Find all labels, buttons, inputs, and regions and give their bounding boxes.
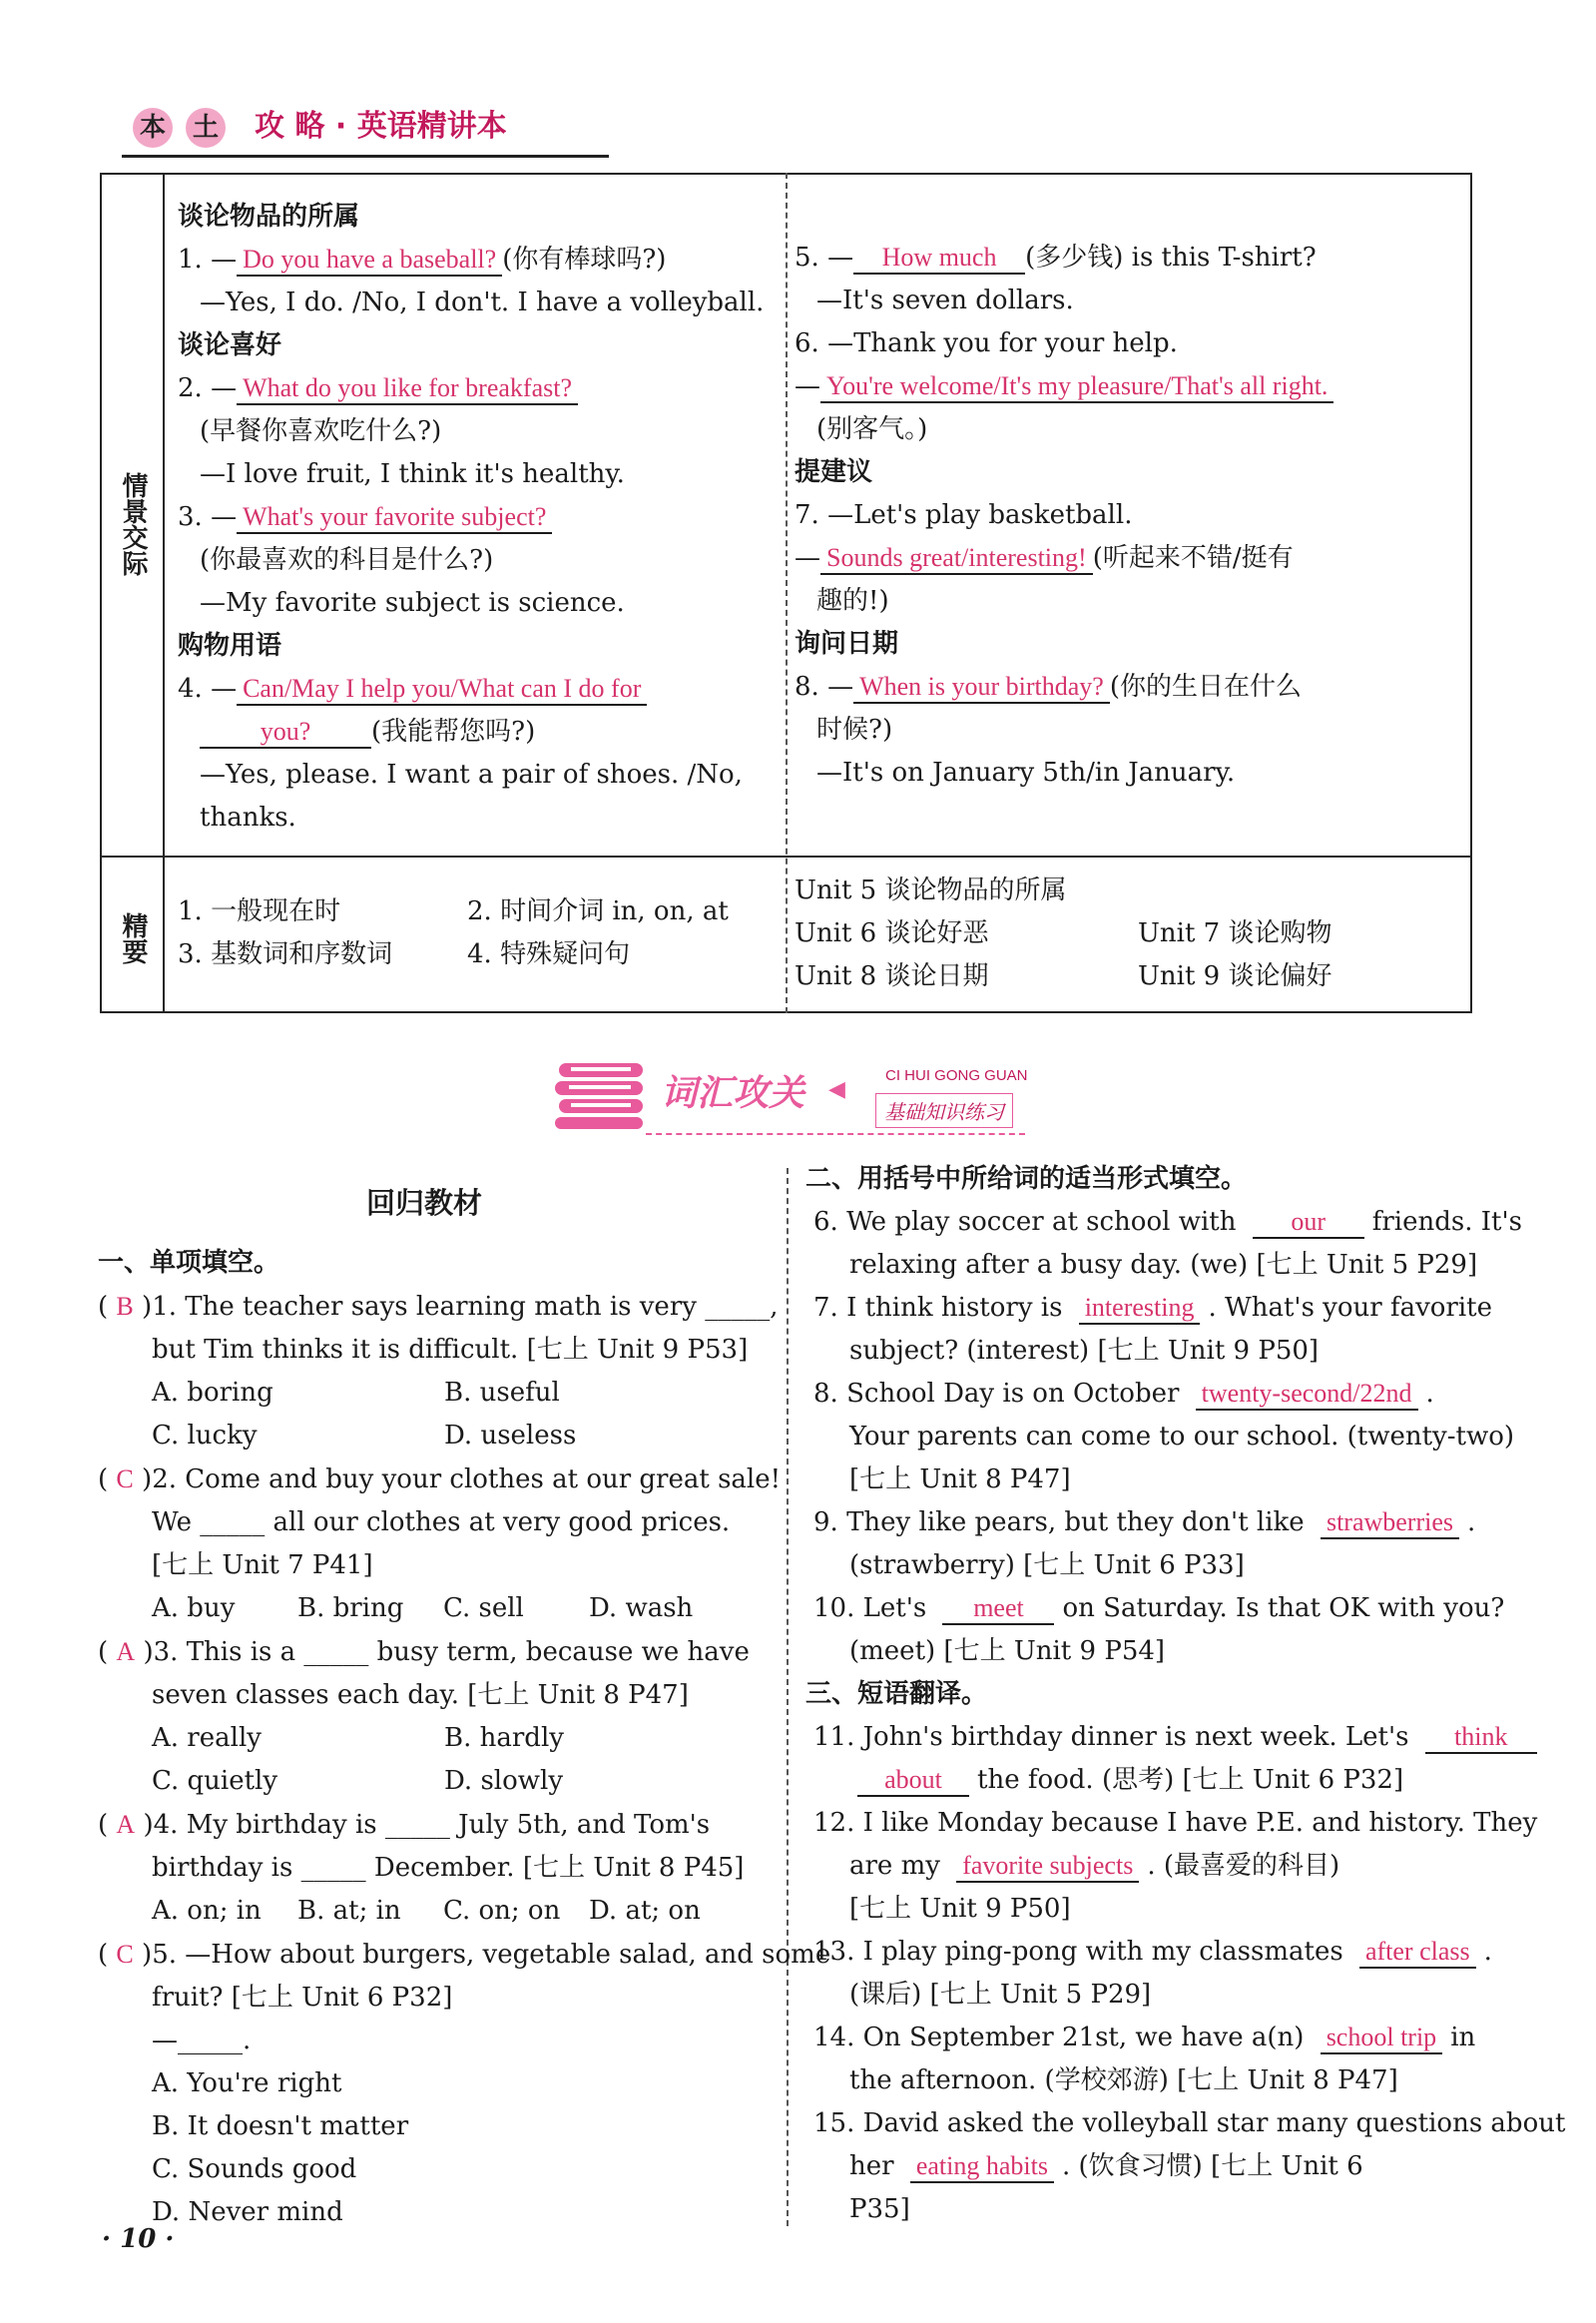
fill-prefix: her — [849, 2151, 902, 2181]
answer-choice: A — [116, 1810, 136, 1839]
fill-suffix: . (饮食习惯) [七上 Unit 6 — [1061, 2151, 1363, 2181]
fill-suffix: . — [1467, 1507, 1476, 1537]
banner-title: 词汇攻关 — [661, 1073, 805, 1114]
fill-prefix: 6. We play soccer at school with — [813, 1207, 1245, 1237]
question-number: 3. — [153, 1637, 187, 1667]
fill-line — [813, 1201, 1522, 1244]
option: C. on; on — [443, 1896, 561, 1926]
question-line: birthday is _____ December. [七上 Unit 8 P45] — [152, 1853, 745, 1883]
fill-line: (strawberry) [七上 Unit 6 P33] — [849, 1550, 1245, 1580]
option: B. useful — [444, 1378, 560, 1408]
key-point: 1. 一般现在时 — [178, 896, 341, 926]
arrow-icon: ◀ — [828, 1077, 845, 1102]
question-line — [98, 1933, 831, 1977]
dialog-line — [178, 668, 777, 711]
question-line — [98, 1630, 767, 1674]
question-text: Come and buy your clothes at our great sale! — [185, 1464, 782, 1494]
answer-blank: Can/May I help you/What can I do for — [237, 675, 647, 706]
question-text: —How about burgers, vegetable salad, and some — [185, 1940, 831, 1970]
key-point: Unit 8 谈论日期 — [795, 961, 989, 991]
banner-underline — [646, 1133, 1025, 1135]
key-point: Unit 9 谈论偏好 — [1138, 961, 1332, 991]
option: C. lucky — [152, 1421, 258, 1451]
banner-subtitle: 基础知识练习 — [875, 1093, 1013, 1128]
key-point: 3. 基数词和序数词 — [178, 939, 393, 969]
section-heading: 询问日期 — [795, 629, 899, 659]
option: B. bring — [297, 1593, 404, 1623]
fill-line — [813, 1716, 1508, 1759]
dialog-line: —My favorite subject is science. — [200, 588, 625, 618]
fill-line — [813, 1802, 1538, 1845]
answer-choice: C — [116, 1464, 134, 1493]
dialog-prefix: 5. — — [795, 243, 854, 273]
right-question-list — [805, 1158, 1566, 2231]
dialog-line: —Yes, I do. /No, I don't. I have a volleyball. — [200, 288, 765, 317]
dialog-line: 趣的!) — [816, 586, 889, 616]
question-number: 2. — [152, 1464, 186, 1494]
fill-line — [813, 1287, 1492, 1330]
question-line — [98, 1587, 767, 1630]
books-icon — [551, 1053, 651, 1133]
dialog-suffix: (你的生日在什么 — [1109, 672, 1302, 702]
fill-prefix: 8. School Day is on October — [813, 1379, 1188, 1409]
key-point: 2. 时间介词 in, on, at — [467, 896, 729, 926]
key-point: Unit 7 谈论购物 — [1138, 918, 1332, 948]
question-line — [98, 1372, 767, 1415]
question-line: seven classes each day. [七上 Unit 8 P47] — [152, 1680, 689, 1710]
question-line — [98, 1285, 779, 1329]
answer-blank: our — [1253, 1208, 1364, 1239]
key-point-row — [178, 933, 777, 976]
dialog-line — [178, 367, 777, 410]
fill-suffix: . — [1483, 1937, 1492, 1967]
fill-line — [813, 1373, 1472, 1416]
dialog-prefix: 1. — — [178, 245, 238, 275]
dialog-line — [795, 237, 1465, 280]
answer-choice: A — [116, 1637, 136, 1666]
answer-blank: you? — [200, 718, 371, 749]
bracket: ) — [133, 1940, 153, 1970]
answer-blank: meet — [942, 1594, 1054, 1625]
option: D. wash — [589, 1593, 694, 1623]
dialog-line — [795, 666, 1465, 709]
dialog-prefix: 3. — — [178, 502, 238, 532]
fill-prefix: 12. I like Monday because I have P.E. and history. They — [813, 1808, 1538, 1838]
fill-line: P35] — [849, 2194, 910, 2224]
bracket: ) — [133, 1292, 153, 1322]
fill-line: 三、短语翻译。 — [805, 1679, 988, 1709]
situation-left-column — [178, 196, 777, 840]
answer-blank: twenty-second/22nd — [1196, 1380, 1418, 1411]
dialog-line: 时候?) — [816, 715, 893, 745]
left-column-title: 回归教材 — [366, 1186, 483, 1220]
question-number: 4. — [153, 1810, 187, 1840]
key-point-row — [795, 955, 1465, 998]
fill-line — [813, 2145, 1472, 2188]
fill-suffix: the food. (思考) [七上 Unit 6 P32] — [977, 1765, 1404, 1795]
header-rule — [122, 155, 609, 158]
answer-blank: think — [1425, 1723, 1537, 1754]
dialog-line: —I love fruit, I think it's healthy. — [200, 459, 625, 489]
key-points-left — [178, 890, 777, 976]
answer-blank: When is your birthday? — [853, 673, 1110, 704]
question-line — [98, 1760, 767, 1803]
question-text: The teacher says learning math is very _____, — [185, 1292, 779, 1322]
option: B. hardly — [444, 1723, 564, 1753]
answer-blank: eating habits — [910, 2152, 1054, 2183]
bracket: ) — [135, 1637, 154, 1667]
option: A. buy — [152, 1593, 236, 1623]
situation-label: 情景交际 — [118, 472, 148, 576]
answer-blank: strawberries — [1321, 1508, 1459, 1539]
bracket: ( — [98, 1940, 117, 1970]
answer-blank: Sounds great/interesting! — [820, 544, 1093, 575]
question-line — [98, 1457, 782, 1501]
bracket: ( — [98, 1810, 117, 1840]
question-line — [98, 1803, 767, 1847]
center-dashed-divider — [786, 173, 788, 1013]
page-number: · 10 · — [102, 2224, 175, 2254]
fill-line — [813, 1501, 1476, 1544]
question-line: fruit? [七上 Unit 6 P32] — [152, 1983, 453, 2013]
dialog-prefix: — — [795, 371, 820, 401]
section-heading: 谈论物品的所属 — [178, 202, 360, 232]
dialog-line — [178, 496, 777, 539]
bracket: ( — [98, 1637, 117, 1667]
fill-line: subject? (interest) [七上 Unit 9 P50] — [849, 1336, 1320, 1366]
fill-line: Your parents can come to our school. (twenty-two) — [849, 1422, 1515, 1452]
bracket: ) — [133, 1464, 153, 1494]
question-text: My birthday is _____ July 5th, and Tom's — [186, 1810, 711, 1840]
question-line: but Tim thinks it is difficult. [七上 Unit 9 P53] — [152, 1335, 749, 1365]
fill-prefix: 11. John's birthday dinner is next week. Let's — [813, 1722, 1417, 1752]
bracket: ( — [98, 1292, 117, 1322]
answer-blank: How much — [853, 244, 1025, 275]
lower-dashed-divider — [787, 1168, 789, 2226]
fill-suffix: friends. It's — [1371, 1207, 1522, 1237]
question-line — [98, 1415, 767, 1457]
dialog-line: 7. —Let's play basketball. — [795, 500, 1133, 530]
dialog-suffix: (听起来不错/挺有 — [1092, 543, 1294, 573]
fill-prefix: 9. They like pears, but they don't like — [813, 1507, 1313, 1537]
bracket: ) — [135, 1810, 154, 1840]
fill-prefix: 7. I think history is — [813, 1293, 1071, 1323]
key-points-right — [795, 870, 1465, 998]
fill-prefix: 15. David asked the volleyball star many questions about — [813, 2108, 1566, 2138]
question-line — [98, 1890, 767, 1933]
key-point-row — [795, 870, 1465, 912]
dialog-line: 6. —Thank you for your help. — [795, 328, 1178, 358]
option: D. at; on — [589, 1896, 701, 1926]
answer-choice: C — [116, 1940, 134, 1969]
option: D. useless — [444, 1421, 577, 1451]
fill-line — [813, 1845, 1472, 1888]
dialog-line: thanks. — [200, 803, 296, 833]
question-number: 1. — [152, 1292, 186, 1322]
section-heading: 谈论喜好 — [178, 330, 282, 360]
section-1-heading: 一、单项填空。 — [98, 1248, 280, 1278]
fill-line — [813, 2102, 1566, 2145]
answer-blank: interesting — [1079, 1294, 1201, 1325]
dialog-line: (早餐你喜欢吃什么?) — [200, 416, 442, 446]
section-heading: 提建议 — [795, 457, 873, 487]
option: C. quietly — [152, 1766, 278, 1796]
dialog-line — [795, 537, 1465, 580]
answer-blank: What's your favorite subject? — [237, 503, 552, 534]
question-line: A. You're right — [152, 2068, 342, 2098]
key-point: 4. 特殊疑问句 — [467, 939, 631, 969]
dialog-line — [178, 711, 777, 754]
question-line: B. It doesn't matter — [152, 2111, 409, 2141]
label-column-divider — [163, 173, 165, 1013]
question-number: 5. — [152, 1940, 186, 1970]
fill-line: relaxing after a busy day. (we) [七上 Unit 5 P29] — [849, 1250, 1478, 1280]
dialog-suffix: (你有棒球吗?) — [502, 245, 667, 275]
dialog-prefix: 4. — — [178, 674, 238, 704]
fill-suffix: in — [1450, 2023, 1476, 2052]
fill-prefix: are my — [849, 1851, 949, 1881]
fill-suffix: . What's your favorite — [1208, 1293, 1492, 1323]
answer-blank: school trip — [1321, 2024, 1443, 2054]
question-line: D. Never mind — [152, 2197, 343, 2227]
key-point-row — [795, 912, 1465, 955]
key-point: Unit 5 谈论物品的所属 — [795, 875, 1067, 905]
dialog-prefix: 2. — — [178, 373, 238, 403]
fill-line — [813, 1931, 1492, 1974]
option: C. sell — [443, 1593, 524, 1623]
header-title: 攻 略 · 英语精讲本 — [255, 109, 507, 144]
dialog-line: —It's on January 5th/in January. — [816, 758, 1236, 788]
answer-choice: B — [116, 1292, 134, 1321]
fill-suffix: on Saturday. Is that OK with you? — [1062, 1593, 1505, 1623]
option: A. boring — [152, 1378, 273, 1408]
question-line: C. Sounds good — [152, 2154, 357, 2184]
key-points-label: 精要 — [118, 912, 148, 964]
situation-right-column — [795, 237, 1465, 795]
question-line: [七上 Unit 7 P41] — [152, 1550, 373, 1580]
key-point-row — [178, 890, 777, 933]
fill-line — [813, 1587, 1505, 1630]
answer-blank: What do you like for breakfast? — [237, 374, 578, 405]
answer-blank: about — [857, 1766, 969, 1797]
dialog-suffix: (我能帮您吗?) — [371, 717, 536, 747]
fill-line: (meet) [七上 Unit 9 P54] — [849, 1636, 1166, 1666]
fill-line: 二、用括号中所给词的适当形式填空。 — [805, 1164, 1248, 1194]
dialog-prefix: 8. — — [795, 672, 854, 702]
banner-pinyin: CI HUI GONG GUAN — [885, 1067, 1028, 1084]
option: B. at; in — [297, 1896, 401, 1926]
fill-prefix: 13. I play ping-pong with my classmates — [813, 1937, 1351, 1967]
header-char-circle-2: 土 — [186, 108, 226, 148]
fill-prefix: 14. On September 21st, we have a(n) — [813, 2023, 1313, 2052]
question-line — [98, 1717, 767, 1760]
dialog-line — [795, 365, 1465, 408]
key-point: Unit 6 谈论好恶 — [795, 918, 989, 948]
banner — [551, 1053, 1030, 1138]
fill-line: [七上 Unit 8 P47] — [849, 1464, 1071, 1494]
answer-blank: Do you have a baseball? — [237, 246, 502, 277]
dialog-suffix: (多少钱) is this T-shirt? — [1025, 243, 1317, 273]
answer-blank: after class — [1359, 1938, 1476, 1969]
dialog-prefix: — — [795, 543, 820, 573]
option: A. really — [152, 1723, 262, 1753]
dialog-line — [178, 239, 777, 282]
header-char-circle-1: 本 — [133, 108, 173, 148]
dialog-line: —Yes, please. I want a pair of shoes. /No, — [200, 760, 743, 790]
left-question-list — [98, 1285, 831, 2234]
dialog-line: (你最喜欢的科目是什么?) — [200, 545, 494, 575]
fill-suffix: . — [1425, 1379, 1434, 1409]
question-line: —_____. — [152, 2026, 252, 2055]
answer-blank: You're welcome/It's my pleasure/That's all right. — [820, 372, 1333, 403]
bracket: ( — [98, 1464, 117, 1494]
question-text: This is a _____ busy term, because we have — [186, 1637, 750, 1667]
fill-line — [813, 1759, 1472, 1802]
fill-line: (课后) [七上 Unit 5 P29] — [849, 1980, 1152, 2010]
fill-line: the afternoon. (学校郊游) [七上 Unit 8 P47] — [849, 2065, 1398, 2095]
fill-line — [813, 2017, 1476, 2059]
dialog-line: (别客气。) — [816, 414, 928, 444]
fill-line: [七上 Unit 9 P50] — [849, 1894, 1071, 1924]
dialog-line: —It's seven dollars. — [816, 286, 1074, 315]
question-line: We _____ all our clothes at very good prices. — [152, 1507, 731, 1537]
fill-suffix: . (最喜爱的科目) — [1147, 1851, 1340, 1881]
option: D. slowly — [444, 1766, 564, 1796]
section-heading: 购物用语 — [178, 631, 282, 661]
fill-prefix: 10. Let's — [813, 1593, 935, 1623]
answer-blank: favorite subjects — [956, 1852, 1139, 1883]
option: A. on; in — [152, 1896, 262, 1926]
